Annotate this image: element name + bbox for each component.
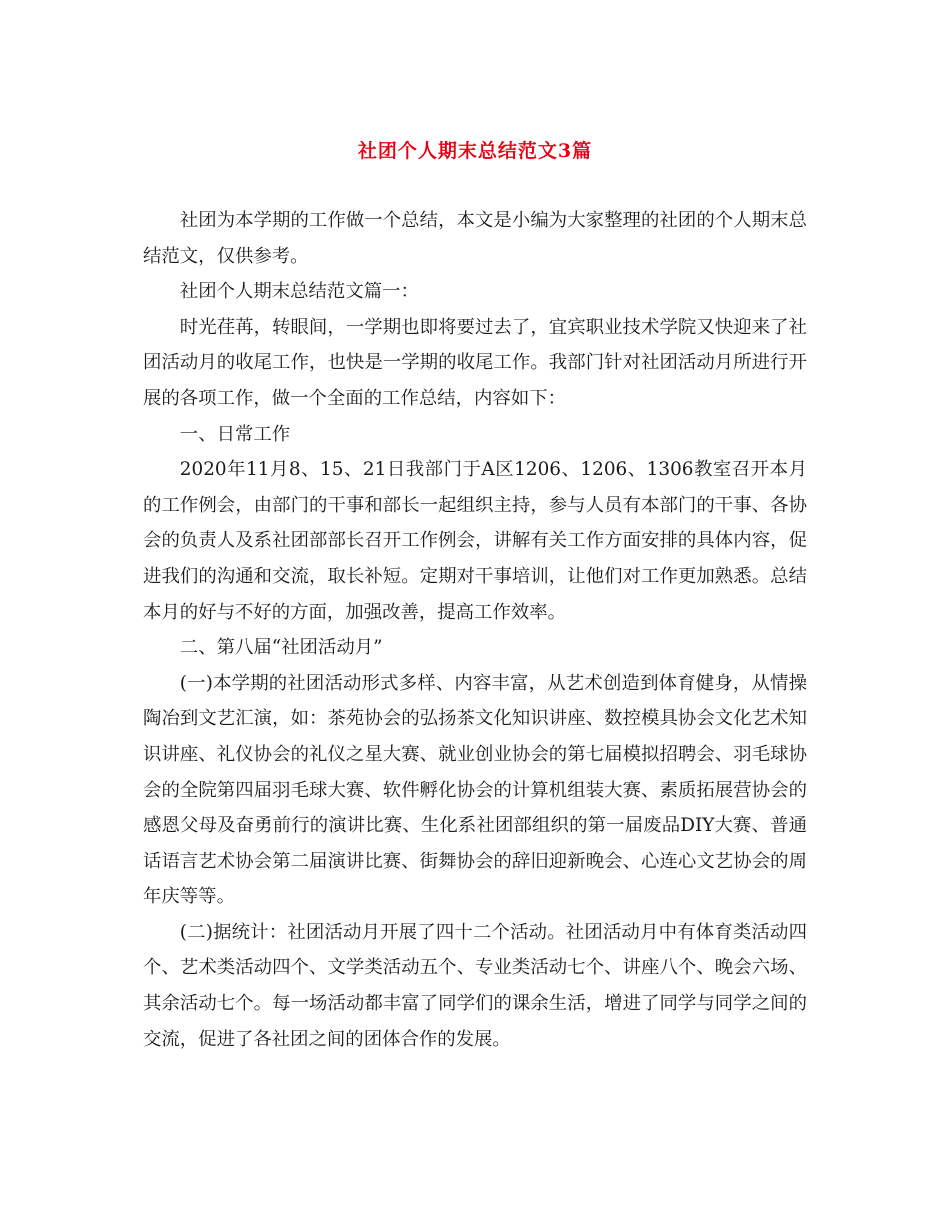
paragraph-intro: 社团为本学期的工作做一个总结，本文是小编为大家整理的社团的个人期末总结范文，仅供参考。 — [143, 210, 807, 267]
paragraph-activities: (一)本学期的社团活动形式多样、内容丰富，从艺术创造到体育健身，从情操陶冶到文艺汇演，如：茶苑协会的弘扬茶文化知识讲座、数控模具协会文化艺术知识讲座、礼仪协会的礼仪之星大赛、就业创业协会的第七届模拟招聘会、羽毛球协会的全院第四届羽毛球大赛、软件孵化协会的计算机组装大赛、素质拓展营协会的感恩父母及奋勇前行的演讲比赛、生化系社团部组织的第一届废品DIY大赛、普通话语言艺术协会第二届演讲比赛、街舞协会的辞旧迎新晚会、心连心文艺协会的周年庆等等。 — [143, 672, 807, 908]
paragraph-section-heading: 社团个人期末总结范文篇一： — [179, 281, 419, 303]
paragraph-statistics: (二)据统计：社团活动月开展了四十二个活动。社团活动月中有体育类活动四个、艺术类活动四个、文学类活动五个、专业类活动七个、讲座八个、晚会六场、其余活动七个。每一场活动都丰富了同学们的课余生活，增进了同学与同学之间的交流，促进了各社团之间的团体合作的发展。 — [143, 921, 807, 1050]
paragraph-heading-daily-work: 一、日常工作 — [179, 423, 291, 445]
paragraph-heading-activity-month: 二、第八届“社团活动月” — [179, 637, 383, 659]
document-title: 社团个人期末总结范文3篇 — [357, 140, 593, 162]
paragraph-daily-work: 2020年11月8、15、21日我部门于A区1206、1206、1306教室召开本月的工作例会，由部门的干事和部长一起组织主持，参与人员有本部门的干事、各协会的负责人及系社团部部长召开工作例会，讲解有关工作方面安排的具体内容，促进我们的沟通和交流，取长补短。定期对干事培训，让他们对工作更加熟悉。总结本月的好与不好的方面，加强改善，提高工作效率。 — [143, 459, 807, 623]
document-body — [143, 203, 807, 1057]
paragraph-opening: 时光荏苒，转眼间，一学期也即将要过去了，宜宾职业技术学院又快迎来了社团活动月的收尾工作，也快是一学期的收尾工作。我部门针对社团活动月所进行开展的各项工作，做一个全面的工作总结，内容如下： — [143, 316, 807, 409]
